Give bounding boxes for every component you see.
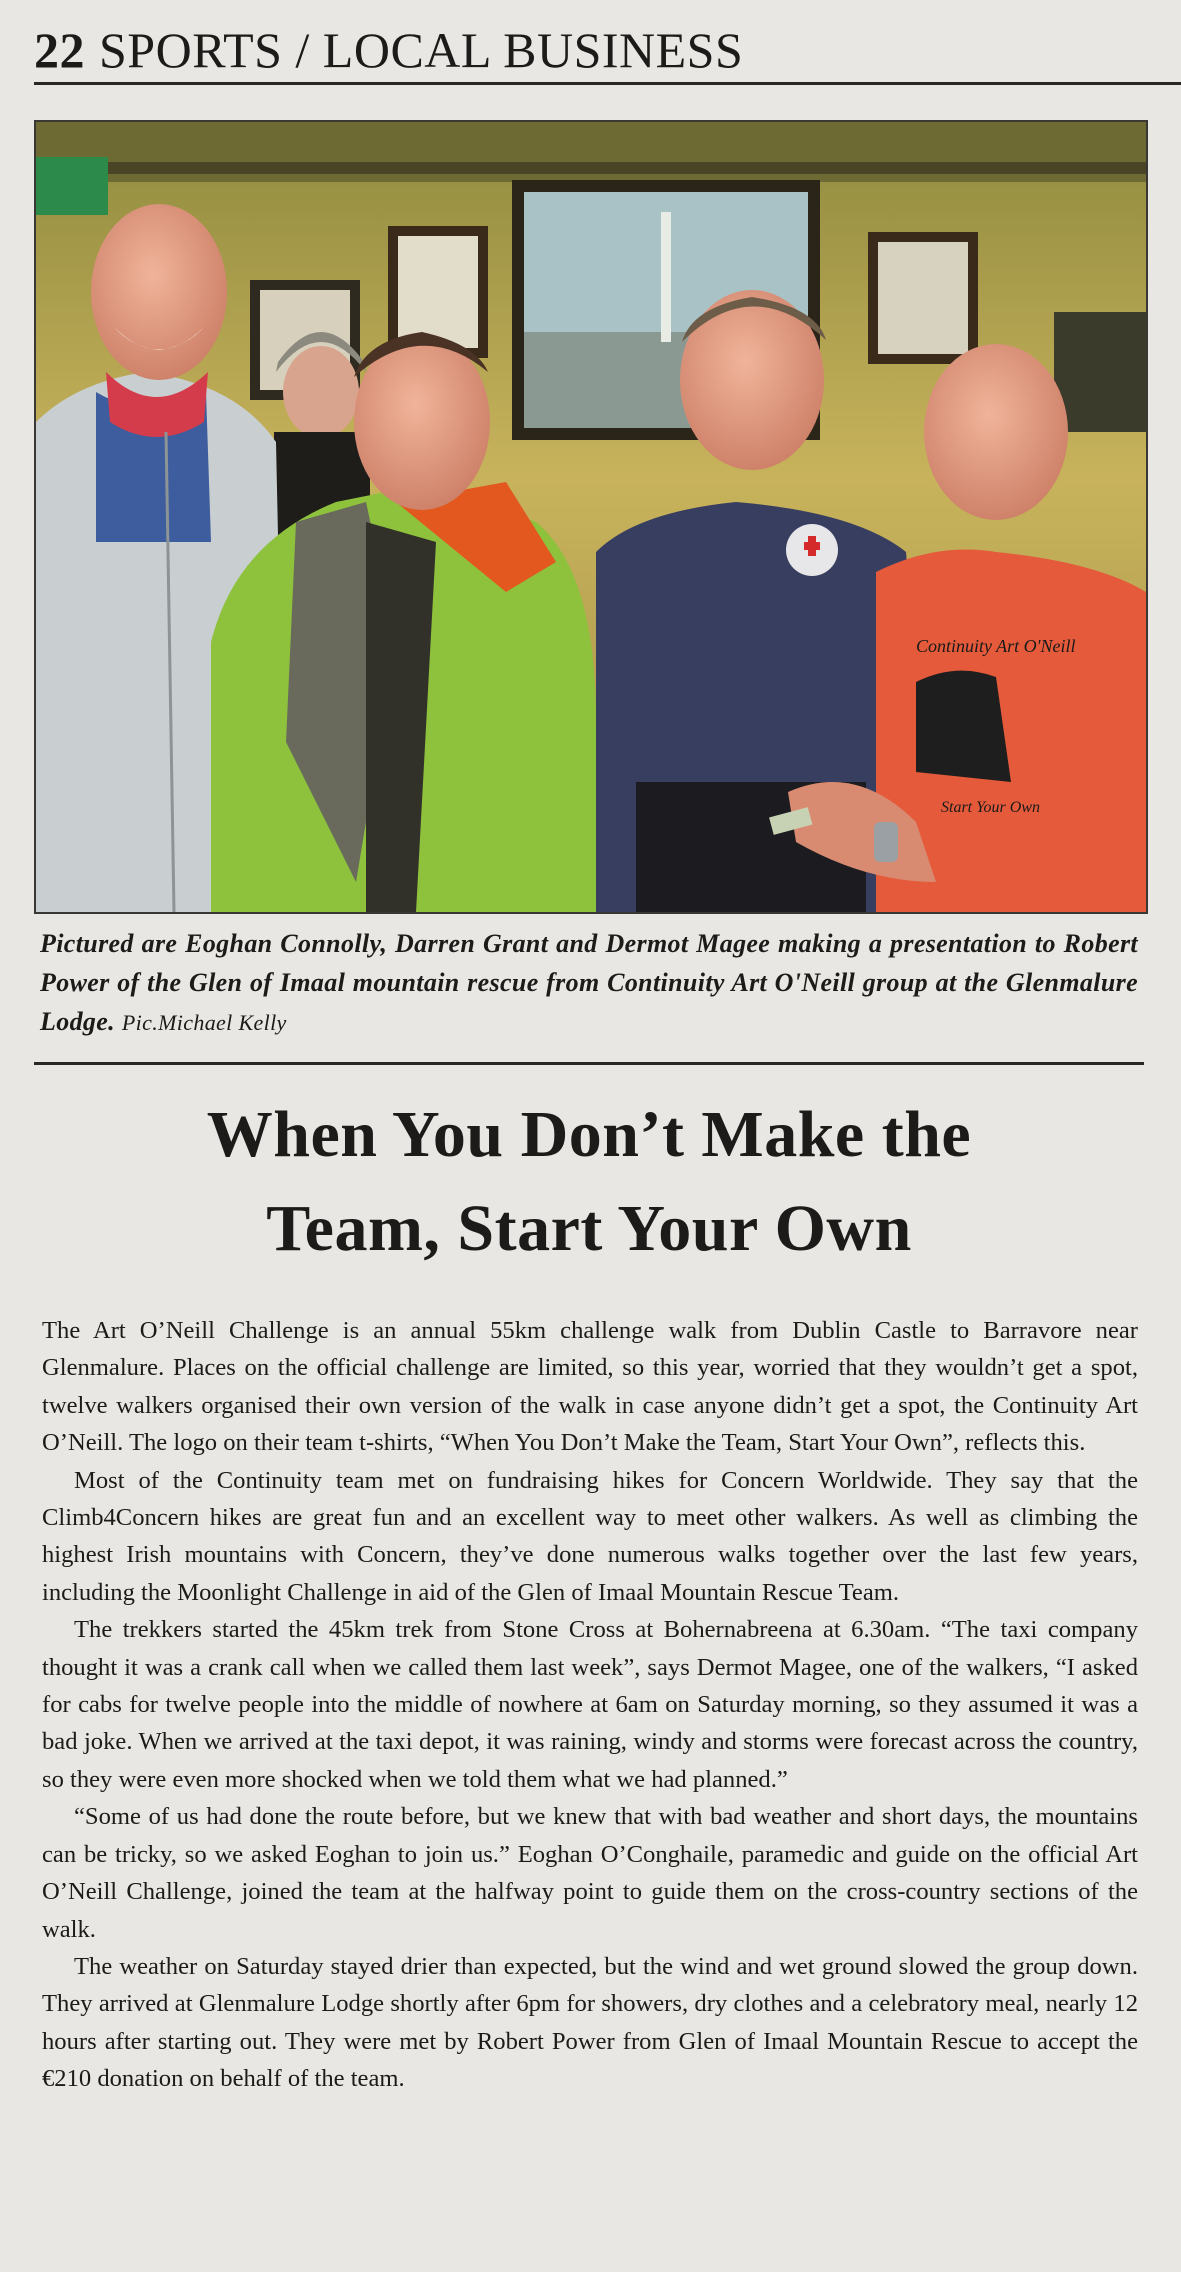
shirt-slogan-text: Start Your Own [941, 799, 1040, 816]
caption-divider [34, 1062, 1144, 1065]
headline-line-1: When You Don’t Make the [206, 1098, 972, 1171]
article-photo [34, 120, 1148, 914]
exit-sign [36, 157, 108, 215]
article-headline [34, 1088, 1144, 1276]
page-number: 22 [34, 22, 85, 78]
headline-line-2: Team, Start Your Own [266, 1192, 912, 1265]
caption-text: Pictured are Eoghan Connolly, Darren Grant and Dermot Magee making a presentation to Robert Power of the Glen of Imaal mountain rescue from Continuity Art O'Neill group at the Glenmalure Lodge. [40, 929, 1138, 1036]
photo-caption [40, 924, 1138, 1042]
wristwatch [874, 822, 898, 862]
page-header [34, 18, 1181, 85]
article-paragraph: “Some of us had done the route before, but we knew that with bad weather and short days, the mountains can be tricky, so we asked Eoghan to join us.” Eoghan O’Conghaile, paramedic and guide on the official Art O’Neill Challenge, joined the team at the halfway point to guide them on the cross-country sections of the walk. [42, 1803, 1138, 1943]
article-paragraph: The weather on Saturday stayed drier than expected, but the wind and wet ground slowed the group down. They arrived at Glenmalure Lodge shortly after 6pm for showers, dry clothes and a celebratory meal, nearly 12 hours after starting out. They were met by Robert Power from Glen of Imaal Mountain Rescue to accept the €210 donation on behalf of the team. [42, 1952, 1138, 2093]
article-paragraph: The trekkers started the 45km trek from Stone Cross at Bohernabreena at 6.30am. “The taxi company thought it was a crank call when we called them last week”, says Dermot Magee, one of the walkers, “I asked for cabs for twelve people into the middle of nowhere at 6am on Saturday morning, so they assumed it was a bad joke. When we arrived at the taxi depot, it was raining, windy and storms were forecast across the country, so they were even more shocked when we told them what we had planned.” [42, 1616, 1138, 1793]
photo-credit: Pic.Michael Kelly [121, 1010, 287, 1035]
article-paragraph: Most of the Continuity team met on fundraising hikes for Concern Worldwide. They say that the Climb4Concern hikes are great fun and an excellent way to meet other walkers. As well as climbing the highest Irish mountains with Concern, they’ve done numerous walks together over the last few years, including the Moonlight Challenge in aid of the Glen of Imaal Mountain Rescue Team. [42, 1466, 1138, 1606]
section-title: SPORTS / LOCAL BUSINESS [99, 22, 744, 78]
shirt-logo-text: Continuity Art O'Neill [916, 636, 1076, 656]
article-body [42, 1312, 1138, 2098]
group-photo-illustration [36, 122, 1146, 912]
article-paragraph: The Art O’Neill Challenge is an annual 55km challenge walk from Dublin Castle to Barravore near Glenmalure. Places on the official challenge are limited, so this year, worried that they wouldn’t get a spot, twelve walkers organised their own version of the walk in case anyone didn’t get a spot, the Continuity Art O’Neill. The logo on their team t-shirts, “When You Don’t Make the Team, Start Your Own”, reflects this. [42, 1317, 1138, 1457]
